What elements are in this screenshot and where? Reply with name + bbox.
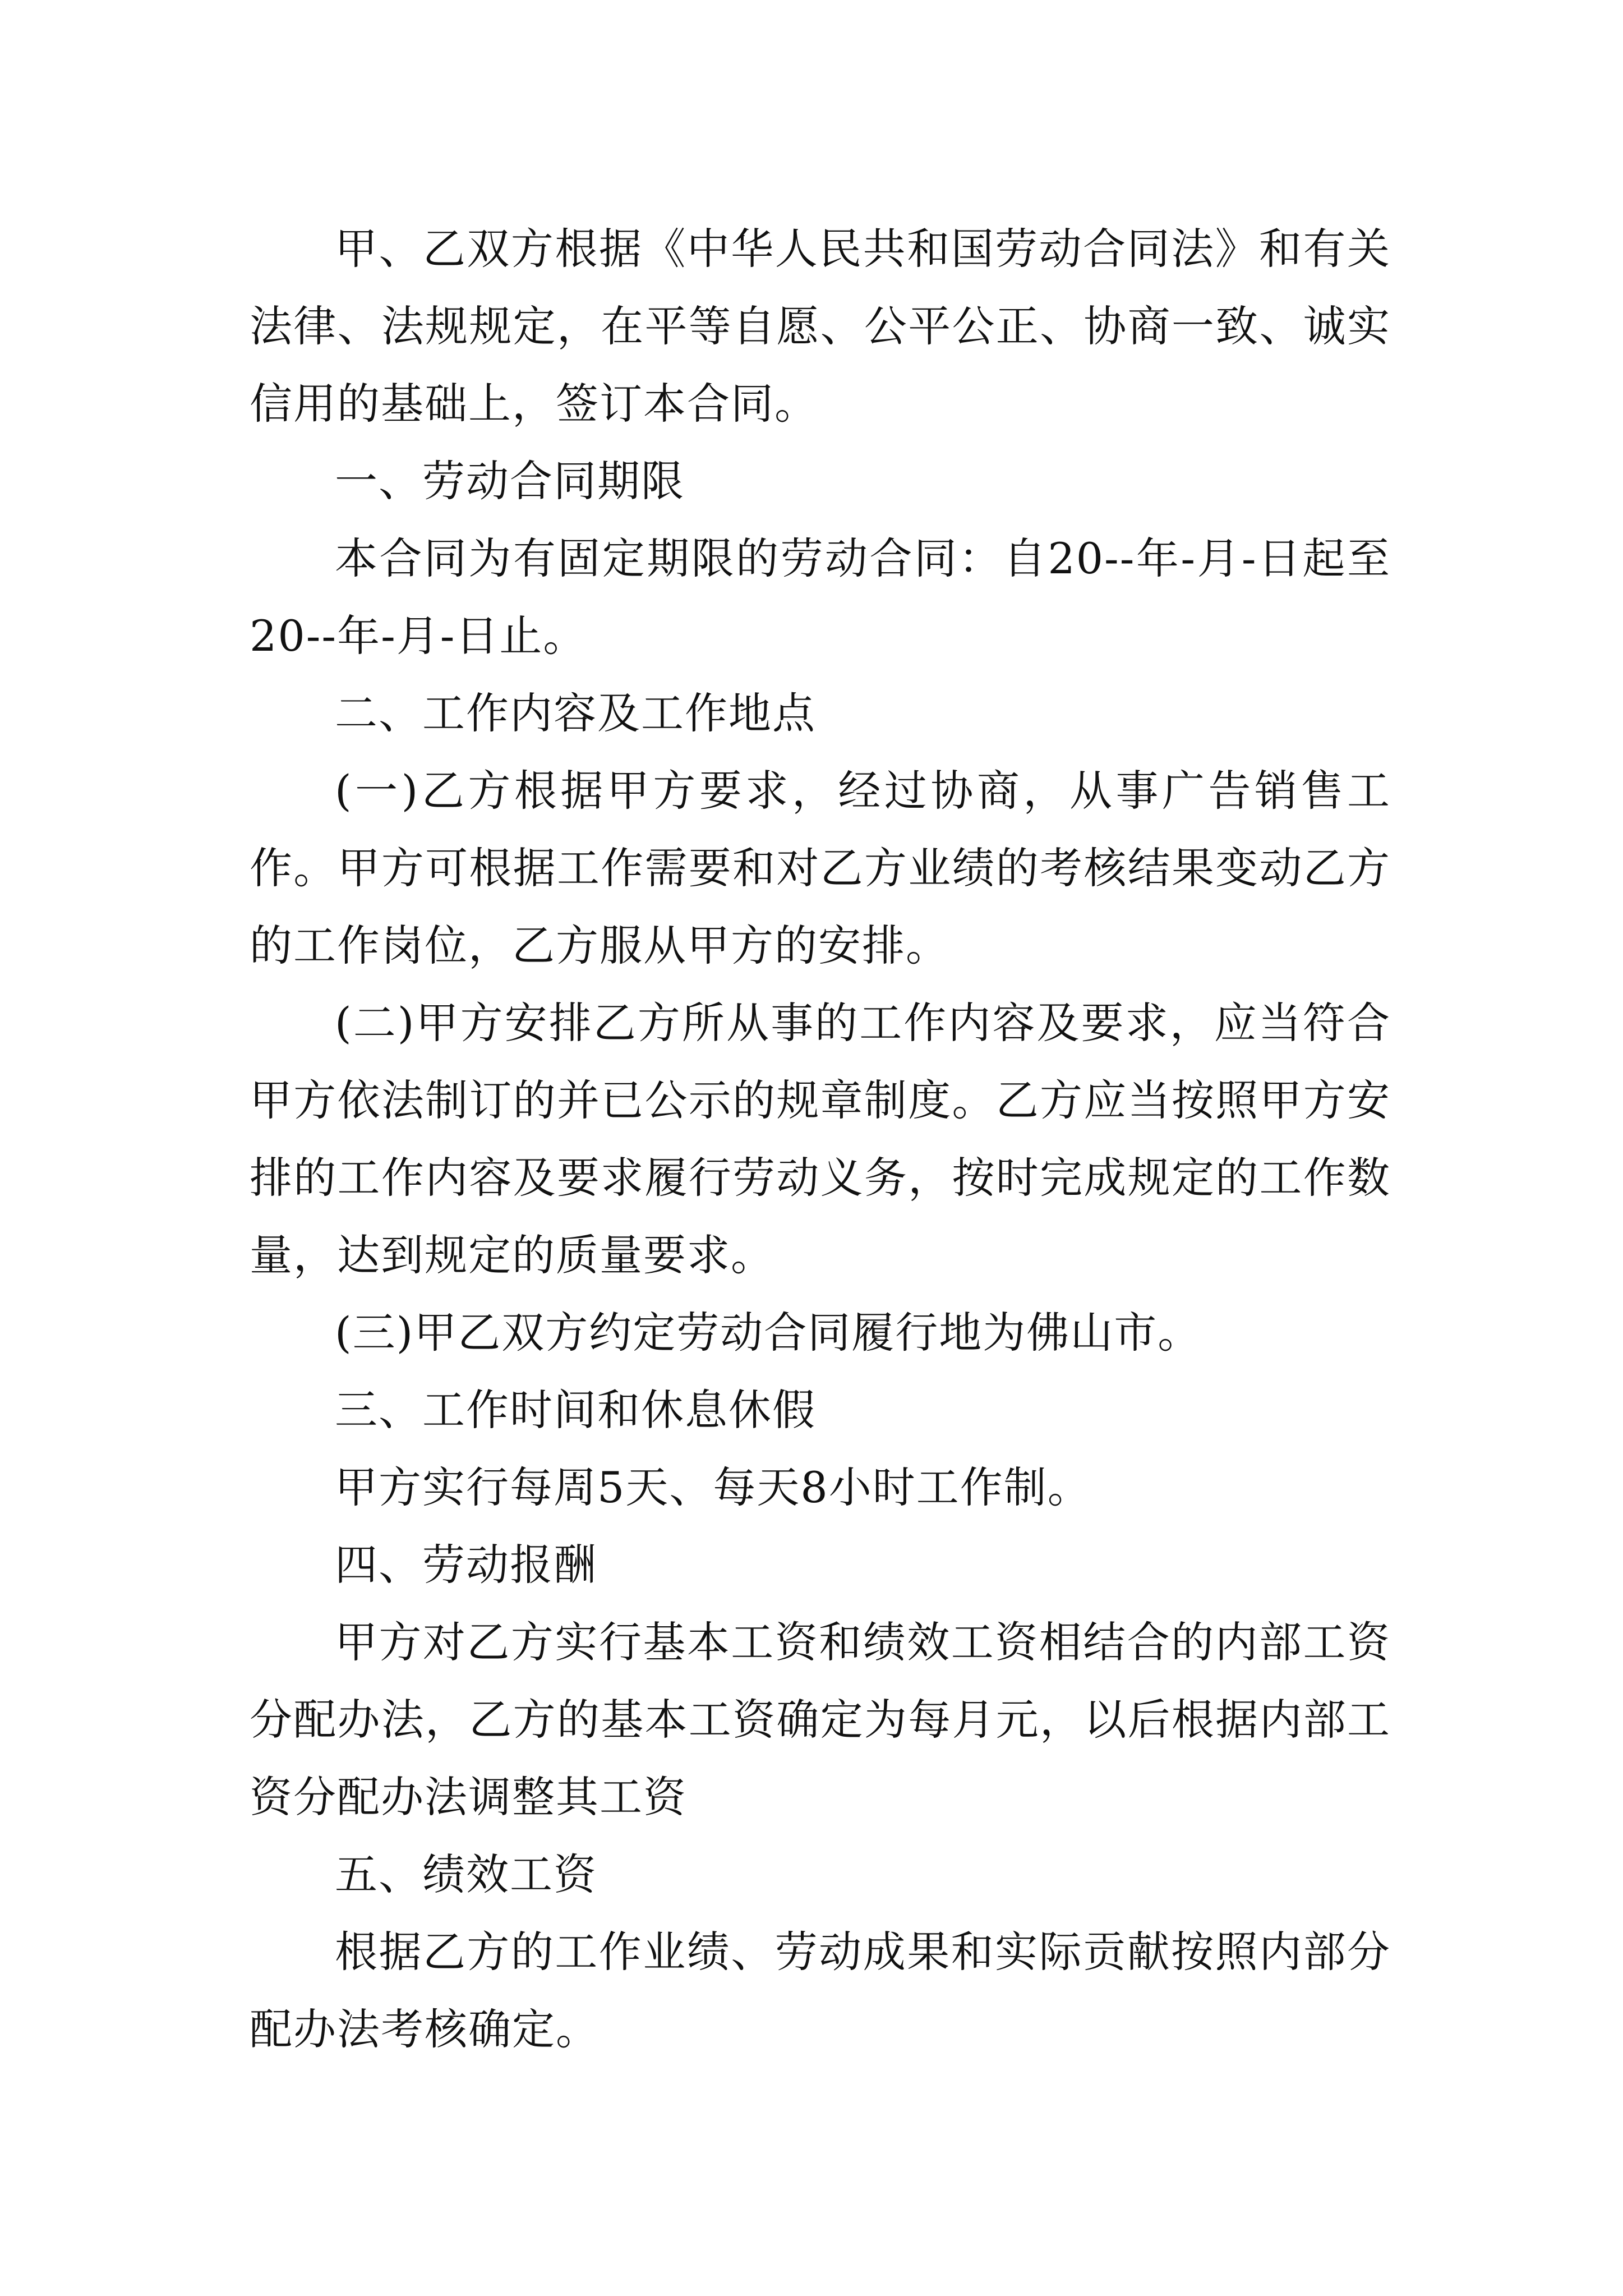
paragraph-job-item-2: (二)甲方安排乙方所从事的工作内容及要求，应当符合甲方依法制订的并已公示的规章制度。乙方应当按照甲方安排的工作内容及要求履行劳动义务，按时完成规定的工作数量，达到规定的质量要求。 bbox=[250, 998, 1391, 1280]
document-body bbox=[250, 210, 1391, 2068]
paragraph-job-item-1: (一)乙方根据甲方要求，经过协商，从事广告销售工作。甲方可根据工作需要和对乙方业绩的考核结果变动乙方的工作岗位，乙方服从甲方的安排。 bbox=[250, 766, 1391, 970]
paragraph-preamble: 甲、乙双方根据《中华人民共和国劳动合同法》和有关法律、法规规定，在平等自愿、公平公正、协商一致、诚实信用的基础上，签订本合同。 bbox=[250, 224, 1391, 429]
paragraph-job-item-3: (三)甲乙双方约定劳动合同履行地为佛山市。 bbox=[335, 1308, 1202, 1358]
heading-job-content-location: 二、工作内容及工作地点 bbox=[335, 688, 816, 738]
heading-work-hours-rest: 三、工作时间和休息休假 bbox=[335, 1385, 816, 1435]
paragraph-remuneration: 甲方对乙方实行基本工资和绩效工资相结合的内部工资分配办法，乙方的基本工资确定为每月元，以后根据内部工资分配办法调整其工资 bbox=[250, 1617, 1391, 1822]
heading-performance-pay: 五、绩效工资 bbox=[335, 1849, 597, 1899]
paragraph-contract-term: 本合同为有固定期限的劳动合同：自20--年-月-日起至20--年-月-日止。 bbox=[250, 533, 1391, 661]
heading-remuneration: 四、劳动报酬 bbox=[335, 1540, 597, 1590]
paragraph-work-hours: 甲方实行每周5天、每天8小时工作制。 bbox=[335, 1462, 1091, 1512]
paragraph-performance-pay: 根据乙方的工作业绩、劳动成果和实际贡献按照内部分配办法考核确定。 bbox=[250, 1927, 1391, 2054]
heading-contract-term: 一、劳动合同期限 bbox=[335, 456, 685, 506]
